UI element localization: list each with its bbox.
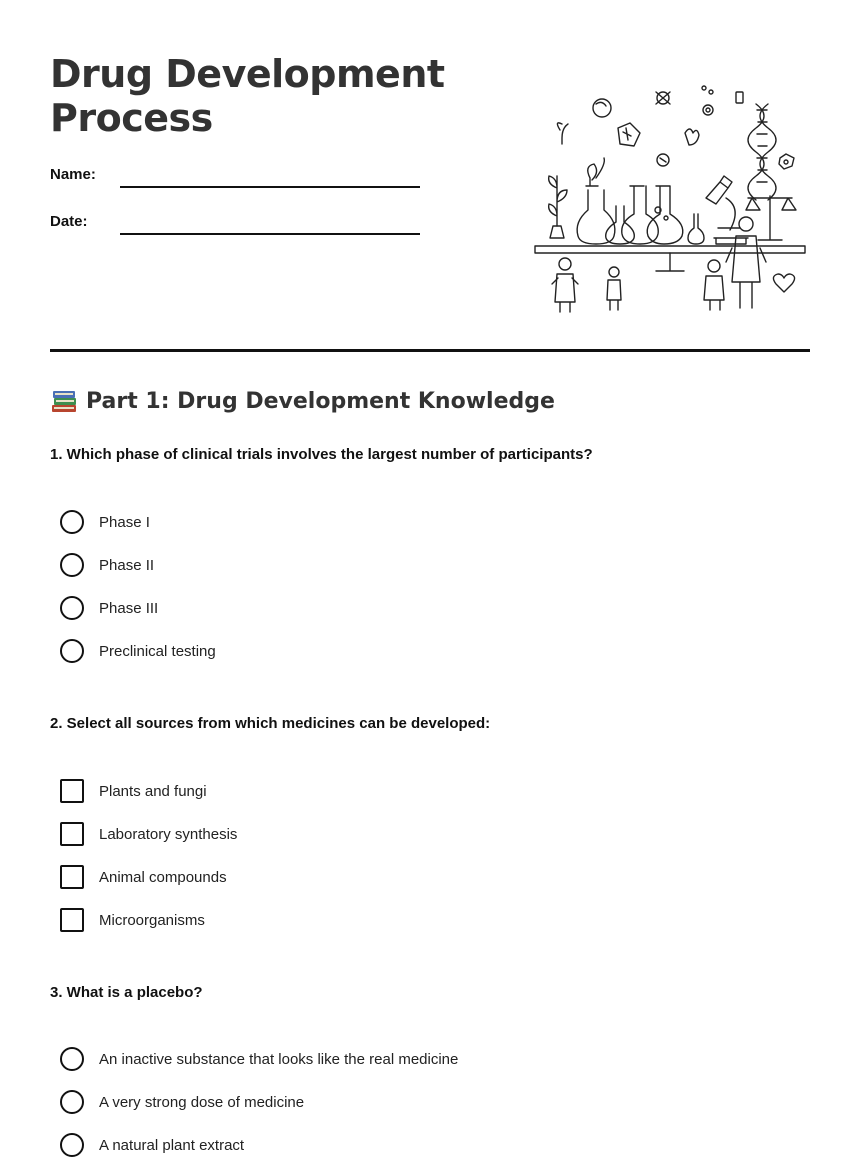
radio-button[interactable] — [60, 1133, 84, 1157]
name-label: Name: — [50, 166, 96, 183]
question-3: 3. What is a placebo? — [50, 984, 203, 1001]
option-label: Preclinical testing — [99, 642, 216, 660]
option-phase-1[interactable] — [60, 510, 150, 534]
part-1-title — [50, 388, 555, 414]
checkbox[interactable] — [60, 908, 84, 932]
checkbox[interactable] — [60, 865, 84, 889]
title-line-2: Process — [50, 96, 213, 140]
option-label: Laboratory synthesis — [99, 825, 238, 843]
question-2: 2. Select all sources from which medicines can be developed: — [50, 715, 491, 732]
radio-button[interactable] — [60, 639, 84, 663]
option-phase-2[interactable] — [60, 553, 154, 577]
option-plant-extract[interactable] — [60, 1133, 244, 1157]
option-microorganisms[interactable] — [60, 908, 205, 932]
radio-button[interactable] — [60, 553, 84, 577]
option-label: Phase III — [99, 599, 159, 617]
radio-button[interactable] — [60, 1047, 84, 1071]
option-label: Microorganisms — [99, 911, 205, 929]
checkbox[interactable] — [60, 822, 84, 846]
option-label: Animal compounds — [99, 868, 227, 886]
option-animal-compounds[interactable] — [60, 865, 227, 889]
title-line-1: Drug Development — [50, 52, 445, 96]
option-plants-fungi[interactable] — [60, 779, 207, 803]
option-label: A very strong dose of medicine — [99, 1093, 305, 1111]
part-1-title-text: Part 1: Drug Development Knowledge — [86, 388, 555, 414]
option-label: An inactive substance that looks like the real medicine — [99, 1050, 459, 1068]
books-icon — [50, 388, 78, 414]
header-divider — [50, 349, 810, 352]
option-label: Phase II — [99, 556, 155, 574]
lab-illustration-icon — [530, 78, 812, 318]
option-preclinical[interactable] — [60, 639, 216, 663]
radio-button[interactable] — [60, 1090, 84, 1114]
option-strong-dose[interactable] — [60, 1090, 304, 1114]
date-label: Date: — [50, 213, 88, 230]
option-inactive-substance[interactable] — [60, 1047, 458, 1071]
option-label: A natural plant extract — [99, 1136, 245, 1154]
radio-button[interactable] — [60, 596, 84, 620]
radio-button[interactable] — [60, 510, 84, 534]
page-title — [50, 52, 445, 140]
option-lab-synthesis[interactable] — [60, 822, 237, 846]
question-1: 1. Which phase of clinical trials involves the largest number of participants? — [50, 446, 593, 463]
option-label: Phase I — [99, 513, 150, 531]
option-phase-3[interactable] — [60, 596, 158, 620]
date-field[interactable] — [120, 233, 420, 235]
checkbox[interactable] — [60, 779, 84, 803]
name-field[interactable] — [120, 186, 420, 188]
option-label: Plants and fungi — [99, 782, 207, 800]
